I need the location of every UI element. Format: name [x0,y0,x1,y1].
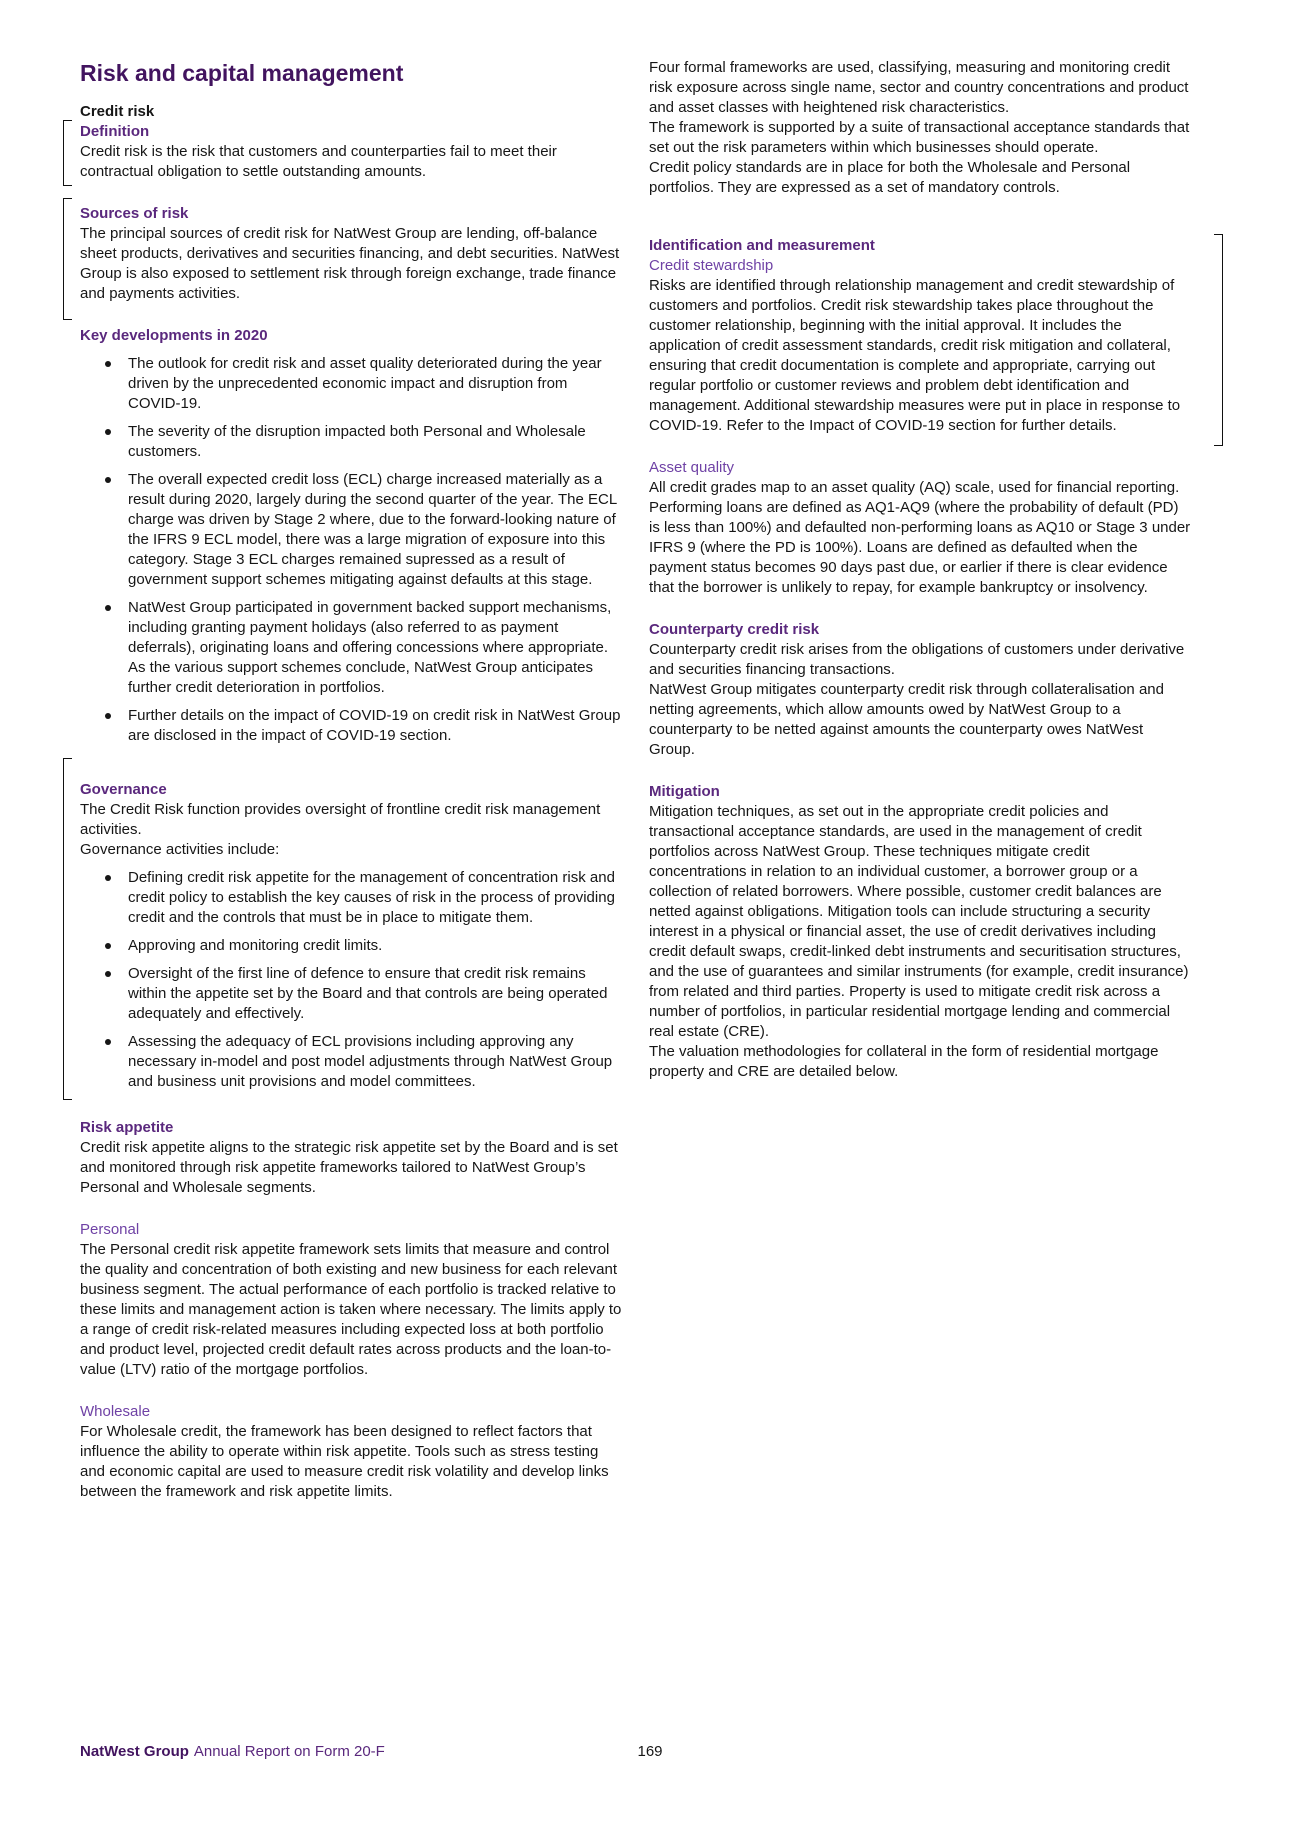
two-column-layout [80,58,1191,1502]
list-item-text: Assessing the adequacy of ECL provisions including approving any necessary in-model and post model adjustments through NatWest Group and business unit provisions and model committees. [128,1033,613,1090]
list-item [80,470,622,590]
list-item [80,1032,622,1092]
bullet-icon [105,713,111,719]
mitigation-body-2: The valuation methodologies for collateral in the form of residential mortgage property and CRE are detailed below. [649,1043,1159,1080]
bullet-icon [105,477,111,483]
identification-section [649,236,1191,436]
risk-appetite-heading: Risk appetite [80,1119,174,1136]
list-item-text: Approving and monitoring credit limits. [128,937,383,954]
mitigation-body-1: Mitigation techniques, as set out in the appropriate credit policies and transactional acceptance standards, are used in the management of credit portfolios across NatWest Group. These techniques mitigate credit concentrations in relation to an individual customer, a borrower group or a collection of related borrowers. Where possible, customer credit balances are netted against obligations. Mitigation tools can include structuring a security interest in a physical or financial asset, the use of credit derivatives including credit default swaps, credit-linked debt instruments and securitisation structures, and the use of guarantees and similar instruments (for example, credit insurance) from related and third parties. Property is used to mitigate credit risk across a number of portfolios, in particular residential mortgage lending and commercial real estate (CRE). [649,803,1189,1040]
risk-appetite-section [80,1118,622,1198]
governance-heading: Governance [80,781,167,798]
bullet-icon [105,605,111,611]
identification-heading: Identification and measurement [649,237,875,254]
left-bracket [63,120,72,186]
sources-heading: Sources of risk [80,205,189,222]
page-title: Risk and capital management [80,60,404,86]
left-column [80,58,622,1502]
asset-quality-section [649,458,1191,598]
definition-heading: Definition [80,123,150,140]
page-footer [0,1742,1300,1762]
left-bracket [63,198,72,320]
governance-list [80,868,622,1092]
credit-stewardship-body: Risks are identified through relationship management and credit stewardship of customers and portfolios. Credit risk stewardship takes place throughout the customer relationship, beginning with the initial approval. It includes the application of credit assessment standards, credit risk mitigation and collateral, ensuring that credit documentation is complete and appropriate, carrying out regular portfolio or customer reviews and problem debt identification and management. Additional stewardship measures were put in place in response to COVID-19. Refer to the Impact of COVID-19 section for further details. [649,277,1181,434]
counterparty-body-2: NatWest Group mitigates counterparty credit risk through collateralisation and netting agreements, which allow amounts owed by NatWest Group to a counterparty to be netted against amounts the counterparty owes NatWest Group. [649,681,1164,758]
right-column [649,58,1191,1502]
bullet-icon [105,361,111,367]
key-developments-section [80,326,622,746]
personal-section [80,1220,622,1380]
list-item-text: Oversight of the first line of defence to ensure that credit risk remains within the appetite set by the Board and that controls are being operated adequately and effectively. [128,965,608,1022]
list-item [80,936,622,956]
credit-policy-paragraph: Credit policy standards are in place for both the Wholesale and Personal portfolios. They are expressed as a set of mandatory controls. [649,159,1131,196]
right-bracket [1214,234,1223,446]
sources-of-risk-section [80,204,622,304]
wholesale-heading: Wholesale [80,1403,151,1420]
list-item [80,964,622,1024]
list-item-text: The severity of the disruption impacted both Personal and Wholesale customers. [128,423,586,460]
counterparty-body-1: Counterparty credit risk arises from the obligations of customers under derivative and securities financing transactions. [649,641,1185,678]
bullet-icon [105,943,111,949]
footer-report-title [80,1742,385,1762]
report-name: Annual Report on Form 20-F [193,1743,385,1760]
list-item [80,354,622,414]
asset-quality-body: All credit grades map to an asset quality (AQ) scale, used for financial reporting. Performing loans are defined as AQ1-AQ9 (where the probability of default (PD) is less than 100%) and defaulted non-performing loans as AQ10 or Stage 3 under IFRS 9 (where the PD is 100%). Loans are defined as defaulted when the payment status becomes 90 days past due, or earlier if there is clear evidence that the borrower is unlikely to repay, for example bankruptcy or insolvency. [649,479,1191,596]
governance-activities-label: Governance activities include: [80,841,280,858]
list-item-text: NatWest Group participated in government backed support mechanisms, including granting payment holidays (also referred to as payment deferrals), originating loans and offering concessions where appropriate. As the various support schemes conclude, NatWest Group anticipates further credit deterioration in portfolios. [128,599,612,696]
key-developments-heading: Key developments in 2020 [80,327,268,344]
credit-stewardship-subheading: Credit stewardship [649,257,774,274]
list-item-text: Defining credit risk appetite for the management of concentration risk and credit policy to establish the key causes of risk in the process of providing credit and the controls that must be in place to mitigate them. [128,869,615,926]
personal-heading: Personal [80,1221,140,1238]
brand-name: NatWest Group [80,1743,189,1760]
list-item-text: The outlook for credit risk and asset quality deteriorated during the year driven by the unprecedented economic impact and disruption from COVID-19. [128,355,602,412]
list-item [80,422,622,462]
frameworks-paragraph: Four formal frameworks are used, classifying, measuring and monitoring credit risk exposure across single name, sector and country concentrations and product and asset classes with heightened risk characteristics. [649,59,1189,116]
governance-intro: The Credit Risk function provides oversight of frontline credit risk management activities. [80,801,601,838]
list-item-text: Further details on the impact of COVID-19 on credit risk in NatWest Group are disclosed in the impact of COVID-19 section. [128,707,621,744]
mitigation-section [649,782,1191,1082]
list-item [80,706,622,746]
bullet-icon [105,1039,111,1045]
counterparty-section [649,620,1191,760]
risk-appetite-body: Credit risk appetite aligns to the strategic risk appetite set by the Board and is set and monitored through risk appetite frameworks tailored to NatWest Group’s Personal and Wholesale segments. [80,1139,618,1196]
bullet-icon [105,875,111,881]
bullet-icon [105,971,111,977]
key-developments-list [80,354,622,746]
wholesale-section [80,1402,622,1502]
list-item [80,598,622,698]
counterparty-heading: Counterparty credit risk [649,621,820,638]
governance-section [80,780,622,1092]
page-number: 169 [637,1743,663,1760]
list-item-text: The overall expected credit loss (ECL) charge increased materially as a result during 2020, largely during the second quarter of the year. The ECL charge was driven by Stage 2 where, due to the forward-looking nature of the IFRS 9 ECL model, there was a large migration of exposure into this category. Stage 3 ECL charges remained supressed as a result of government support schemes mitigating against defaults at this stage. [128,471,617,588]
left-bracket [63,758,72,1100]
credit-risk-heading: Credit risk [80,103,155,120]
list-item [80,868,622,928]
definition-section [80,122,622,182]
sources-body: The principal sources of credit risk for NatWest Group are lending, off-balance sheet products, derivatives and securities financing, and debt securities. NatWest Group is also exposed to settlement risk through foreign exchange, trade finance and payments activities. [80,225,620,302]
framework-support-paragraph: The framework is supported by a suite of transactional acceptance standards that set out the risk parameters within which businesses should operate. [649,119,1190,156]
bullet-icon [105,429,111,435]
mitigation-heading: Mitigation [649,783,720,800]
personal-body: The Personal credit risk appetite framework sets limits that measure and control the quality and concentration of both existing and new business for each relevant business segment. The actual performance of each portfolio is tracked relative to these limits and management action is taken where necessary. The limits apply to a range of credit risk-related measures including expected loss at both portfolio and product level, projected credit default rates across products and the loan-to-value (LTV) ratio of the mortgage portfolios. [80,1241,622,1378]
definition-body: Credit risk is the risk that customers and counterparties fail to meet their contractual obligation to settle outstanding amounts. [80,143,557,180]
wholesale-body: For Wholesale credit, the framework has been designed to reflect factors that influence the ability to operate within risk appetite. Tools such as stress testing and economic capital are used to measure credit risk volatility and develop links between the framework and risk appetite limits. [80,1423,609,1500]
asset-quality-heading: Asset quality [649,459,735,476]
